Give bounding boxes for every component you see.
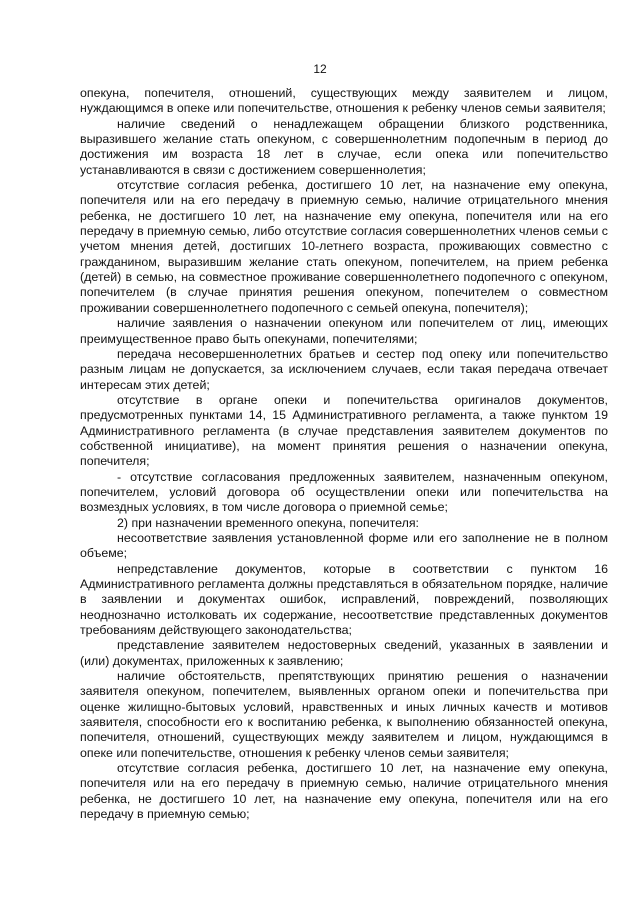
paragraph: передача несовершеннолетних братьев и сестер под опеку или попечительство разным лицам не допускается, за исключением случаев, если такая передача отвечает интересам этих детей;: [80, 346, 608, 392]
paragraph: отсутствие согласия ребенка, достигшего 10 лет, на назначение ему опекуна, попечителя или на его передачу в приемную семью, наличие отрицательного мнения ребенка, не достигшего 10 лет, на назначение ему опекуна, попечителя или на его передачу в приемную семью, либо отсутствие согласия совершеннолетних членов семьи с учетом мнения детей, достигших 10-летнего возраста, проживающих совместно с гражданином, выразившим желание стать опекуном, попечителем, на прием ребенка (детей) в семью, на совместное проживание совершеннолетнего подопечного с опекуном, попечителем (в случае принятия решения опекуном, попечителем о совместном проживании совершеннолетнего подопечного с семьей опекуна, попечителя);: [80, 178, 608, 315]
document-body: [80, 86, 608, 823]
paragraph: несоответствие заявления установленной форме или его заполнение не в полном объеме;: [80, 530, 608, 561]
page-number: 12: [313, 62, 327, 76]
paragraph: отсутствие в органе опеки и попечительства оригиналов документов, предусмотренных пунктами 14, 15 Административного регламента, а также пунктом 19 Административного регламента (в случае представления заявителем документов по собственной инициативе), на момент принятия решения о назначении опекуна, попечителя;: [80, 392, 608, 469]
paragraph: наличие обстоятельств, препятствующих принятию решения о назначении заявителя опекуном, попечителем, выявленных органом опеки и попечительства при оценке жилищно-бытовых условий, нравственных и иных личных качеств и мотивов заявителя, способности его к воспитанию ребенка, к выполнению обязанностей опекуна, попечителя, отношений, существующих между заявителем и лицом, нуждающимся в опеке или попечительстве, отношения к ребенку членов семьи заявителя;: [80, 669, 608, 760]
paragraph: наличие заявления о назначении опекуном или попечителем от лиц, имеющих преимущественное право быть опекунами, попечителями;: [80, 316, 608, 346]
paragraph: 2) при назначении временного опекуна, попечителя:: [117, 515, 419, 530]
paragraph: отсутствие согласия ребенка, достигшего 10 лет, на назначение ему опекуна, попечителя или на его передачу в приемную семью, наличие отрицательного мнения ребенка, не достигшего 10 лет, на назначение ему опекуна, попечителя или на его передачу в приемную семью;: [80, 761, 608, 822]
paragraph: представление заявителем недостоверных сведений, указанных в заявлении и (или) документах, приложенных к заявлению;: [80, 638, 608, 668]
paragraph: опекуна, попечителя, отношений, существующих между заявителем и лицом, нуждающимся в опеке или попечительстве, отношения к ребенку членов семьи заявителя;: [80, 86, 608, 116]
paragraph: непредставление документов, которые в соответствии с пунктом 16 Административного регламента должны представляться в обязательном порядке, наличие в заявлении и документах ошибок, исправлений, повреждений, позволяющих неоднозначно истолковать их содержание, несоответствие представленных документов требованиям действующего законодательства;: [80, 561, 608, 638]
paragraph: наличие сведений о ненадлежащем обращении близкого родственника, выразившего желание стать опекуном, с совершеннолетним подопечным в период до достижения им возраста 18 лет в случае, если опека или попечительство устанавливаются в связи с достижением совершеннолетия;: [80, 116, 608, 177]
paragraph: - отсутствие согласования предложенных заявителем, назначенным опекуном, попечителем, условий договора об осуществлении опеки или попечительства на возмездных условиях, в том числе договора о приемной семье;: [80, 469, 608, 515]
